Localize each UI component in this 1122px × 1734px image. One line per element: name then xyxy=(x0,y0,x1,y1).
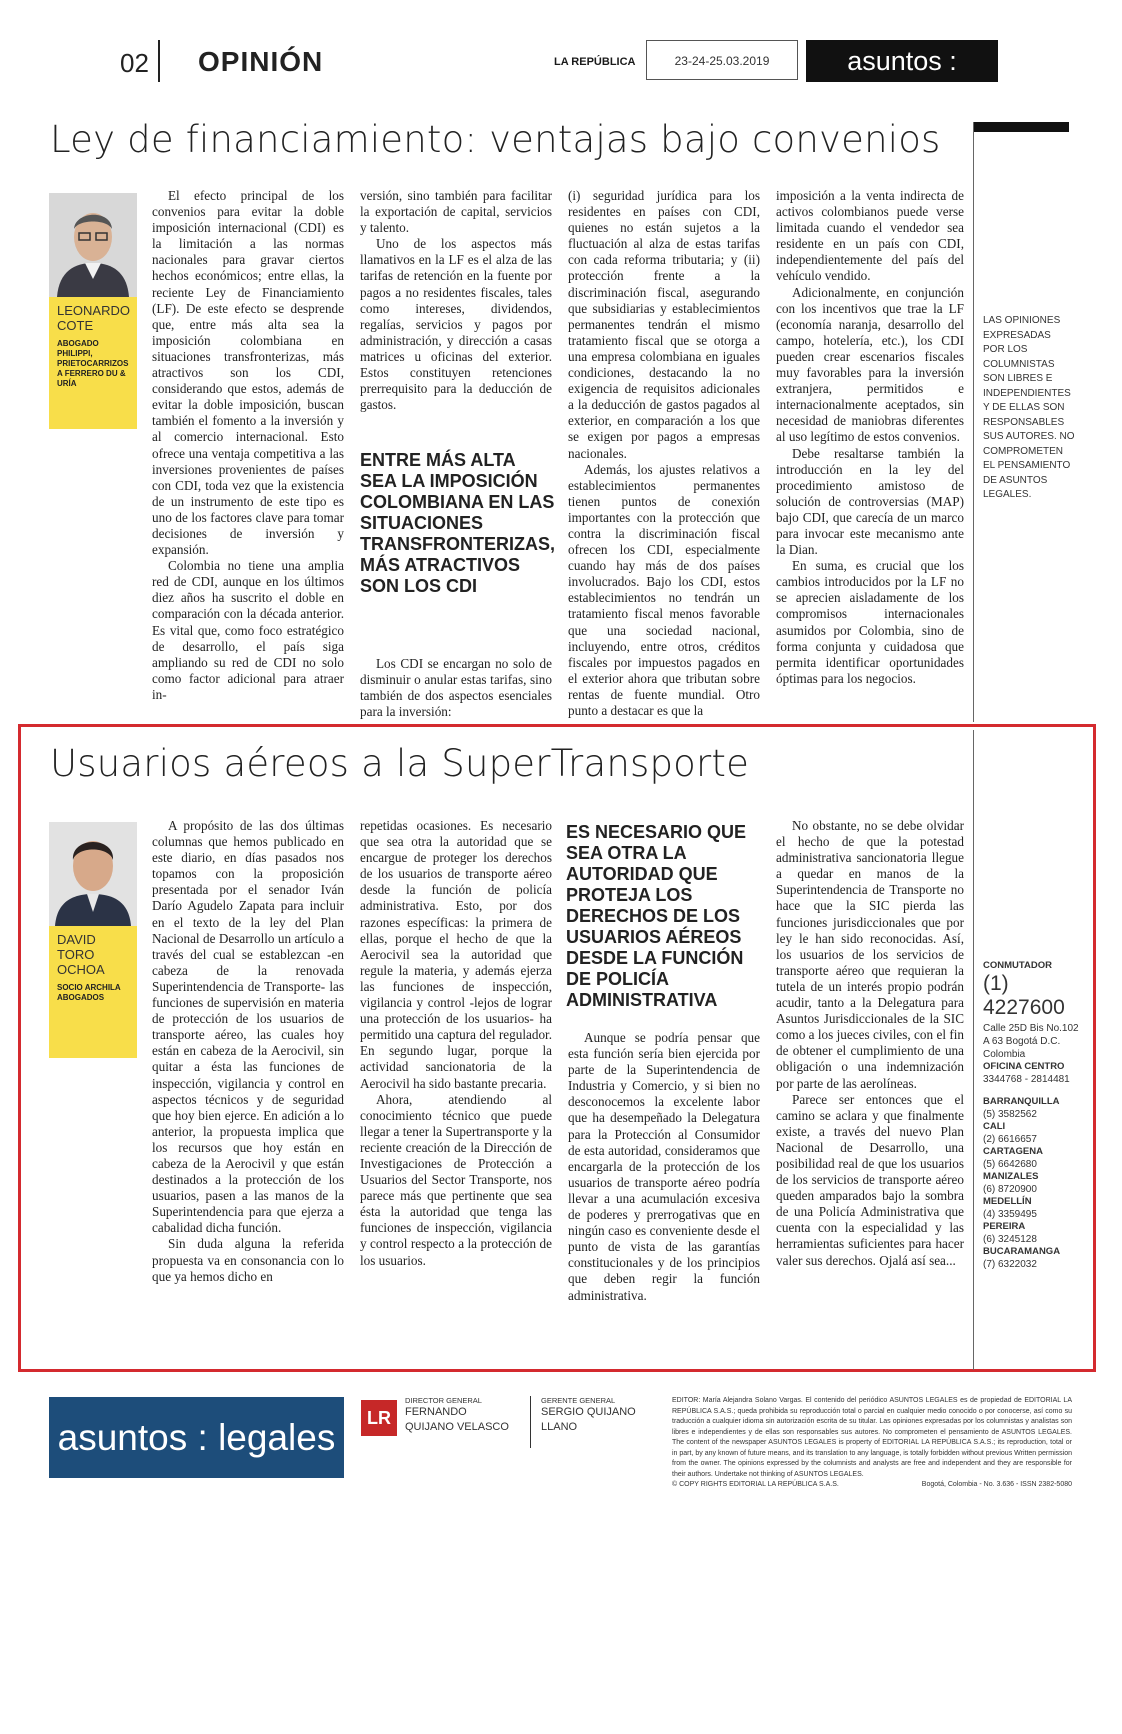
paragraph: Los CDI se encargan no solo de disminuir o anular estas tarifas, sino también de dos aspectos esenciales para la inversión: xyxy=(360,656,552,720)
city-phone: (5) 6642680 xyxy=(983,1159,1037,1170)
paragraph: Parece ser entonces que el camino se aclara y que finalmente existe, a través del nuevo Plan Nacional de Desarrollo, una posibilidad real de que los usuarios de los servicios de transporte aéreo queden amparados bajo la sombra de una Policía Administrativa que cuenta con la especialidad y las herramientas suficientes para hacer valer sus derechos. Ojalá así sea... xyxy=(776,1091,964,1268)
article-1-column-1 xyxy=(152,188,344,703)
columnist-disclaimer: LAS OPINIONES EXPRESADAS POR LOS COLUMNISTAS SON LIBRES E INDEPENDIENTES Y DE ELLAS SON RESPONSABLES SUS AUTORES. NO COMPROMETEN EL PENSAMIENTO DE ASUNTOS LEGALES. xyxy=(983,315,1075,500)
footer-divider xyxy=(530,1396,531,1448)
article-2-title: Usuarios aéreos a la SuperTransporte xyxy=(50,742,750,785)
paragraph: versión, sino también para facilitar la exportación de capital, servicios y talento. xyxy=(360,188,552,236)
brand-logo-footer: asuntos : legales xyxy=(49,1397,344,1478)
office-label: OFICINA CENTRO xyxy=(983,1061,1065,1072)
director-name: FERNANDO QUIJANO VELASCO xyxy=(405,1406,509,1433)
publication-name: LA REPÚBLICA xyxy=(554,56,636,68)
paragraph: Ahora, atendiendo al conocimiento técnico que puede llegar a tener la Supertransporte y la reciente creación de la Dirección de Investigaciones de Protección a Usuarios del Sector Transporte, nos parece más que pertinente que sea ésta la autoridad que tenga las funciones de inspección, vigilancia y control respecto a la protección de los usuarios. xyxy=(360,1091,552,1268)
city-phone: (6) 3245128 xyxy=(983,1234,1037,1245)
address: Calle 25D Bis No.102 A 63 Bogotá D.C. Colombia xyxy=(983,1023,1079,1060)
city-name: PEREIRA xyxy=(983,1221,1026,1232)
sidebar-divider xyxy=(973,122,974,722)
paragraph: Adicionalmente, en conjunción con los incentivos que trae la LF (economía naranja, desarrollo del campo, hotelería, etc.), los CDI pueden crear escenarios fiscales muy favorables para la inversión extranjera, permitidos e internacionalmente aceptados, sin necesidad de maniobras diferentes al uso legítimo de estos convenios. xyxy=(776,284,964,445)
paragraph: Aunque se podría pensar que esta función sería bien ejercida por parte de la Superintendencia de Industria y Comercio, y si bien no desconocemos la excelente labor que ha desempeñado la Delegatura para la Protección al Consumidor de esta autoridad, consideramos que encargarla de la protección de los usuarios de transporte aéreo podría llevar a una acumulación excesiva de poderes y prerrogativas que en ningún caso es conveniente desde el punto de vista de las garantías constitucionales y de los principios que deben regir la función administrativa. xyxy=(568,1030,760,1303)
paragraph: Sin duda alguna la referida propuesta va en consonancia con lo que ya hemos dicho en xyxy=(152,1236,344,1284)
section-title: OPINIÓN xyxy=(198,46,324,77)
article-2-column-4 xyxy=(776,818,964,1269)
paragraph: imposición a la venta indirecta de activos colombianos puede verse limitada cuando el vendedor sea residente en un país con CDI, independientemente del país del vehículo vendido. xyxy=(776,188,964,284)
author-1-name: LEONARDO COTE xyxy=(57,303,130,333)
copyright: © COPY RIGHTS EDITORIAL LA REPÚBLICA S.A.S. xyxy=(672,1481,839,1488)
legal-bottom-line xyxy=(672,1480,1072,1491)
city-name: MEDELLÍN xyxy=(983,1196,1032,1207)
manager-label: GERENTE GENERAL xyxy=(541,1396,616,1405)
city-name: MANIZALES xyxy=(983,1171,1039,1182)
switchboard-phone: (1) 4227600 xyxy=(983,972,1065,1019)
sidebar-top-rule xyxy=(973,122,1069,132)
city-phone: (5) 3582562 xyxy=(983,1109,1037,1120)
article-1-pull-quote: ENTRE MÁS ALTA SEA LA IMPOSICIÓN COLOMBIANA EN LAS SITUACIONES TRANSFRONTERIZAS, MÁS ATRACTIVOS SON LOS CDI xyxy=(360,450,555,596)
page-number: 02 xyxy=(120,48,149,78)
paragraph: Colombia no tiene una amplia red de CDI, aunque en los últimos diez años ha suscrito el doble en comparación con la década anterior. Es vital que, como foco estratégico de desarrollo, el país siga ampliando su red de CDI no solo como factor adicional para atraer in- xyxy=(152,558,344,702)
city-phone: (6) 8720900 xyxy=(983,1184,1037,1195)
manager-credit xyxy=(541,1396,641,1435)
city-phone: (7) 6322032 xyxy=(983,1259,1037,1270)
article-2-column-3 xyxy=(568,1030,760,1304)
paragraph: Debe resaltarse también la introducción en la ley del procedimiento amistoso de solución de controversias (MAP) bajo CDI, que carecía de un marco para invocar este mecanismo ante la Dian. xyxy=(776,445,964,558)
paragraph: En suma, es crucial que los cambios introducidos por la LF no se aprecien aisladamente de los compromisos internacionales asumidos por Colombia, sino de forma conjunta y cuidadosa que permita identificar oportunidades óptimas para los negocios. xyxy=(776,558,964,686)
paragraph: Uno de los aspectos más llamativos en la LF es el alza de las tarifas de retención en la fuente por pagos a no residentes fiscales, tales como intereses, dividendos, regalías, servicios y pagos por administración, y dirección a casas matrices u oficinas del exterior. Estos constituyen retenciones prerrequisito para la deducción de gastos. xyxy=(360,236,552,413)
city-name: BARRANQUILLA xyxy=(983,1096,1060,1107)
director-credit xyxy=(405,1396,515,1435)
paragraph: No obstante, no se debe olvidar el hecho de que la potestad administrativa sancionatoria llegue a quedar en manos de la Superintendencia de Transporte no hace que la SIC pierda las funciones jurisdiccionales que por ley le han sido reconocidas. Así, los usuarios de los servicios de transporte aéreo que requieran la tutela de un interés propio podrán acudir, tanto a la Delegatura para Asuntos Jurisdiccionales de la SIC como a los jueces civiles, con el fin de obtener el cumplimiento de una obligación o una indemnización por parte de las aerolíneas. xyxy=(776,818,964,1091)
article-1-column-2b xyxy=(360,656,552,720)
brand-logo-top: asuntos : legales xyxy=(806,40,998,82)
paragraph: repetidas ocasiones. Es necesario que sea otra la autoridad que se encargue de proteger los derechos de los usuarios de transporte aéreo desde la función de policía administrativa. Esto, por dos razones específicas: la primera de ellas, porque el hecho de que la Aerocivil sea la autoridad que regule la materia, y además ejerza las funciones de inspección, vigilancia y control -lejos de lograr una protección de los usuarios- ha permitido una captura del regulador. En segundo lugar, porque la actividad sancionatoria de la Aerocivil ha sido bastante precaria. xyxy=(360,818,552,1091)
article-1-column-4 xyxy=(776,188,964,687)
article-1-column-2 xyxy=(360,188,552,413)
la-republica-logo: LR xyxy=(361,1400,397,1436)
city-name: CALI xyxy=(983,1121,1006,1132)
legal-notice xyxy=(672,1396,1072,1491)
legal-text: EDITOR: María Alejandra Solano Vargas. El contenido del periódico ASUNTOS LEGALES es de propiedad de EDITORIAL LA REPÚBLICA S.A.S.; queda prohibida su reproducción total o parcial en cualquier medio conocido o por conocerse, así como su traducción a cualquier idioma sin autorización escrita de su titular. Las opiniones expresadas por los columnistas y analistas son libres e independientes y de ellas son responsables sus autores. No comprometen el pensamiento de ASUNTOS LEGALES. The content of the newspaper ASUNTOS LEGALES is property of EDITORIAL LA REPÚBLICA S.A.S.; its reproduction, total or in part, by any known of future means, and its translation to any language, is totally forbidden without previous Written permission from the owner. The opinions expressed by the columnists and analysts are free and independent and they are responsible for their authors. Undertake not thinking of ASUNTOS LEGALES. xyxy=(672,1397,1072,1478)
article-2-pull-quote: ES NECESARIO QUE SEA OTRA LA AUTORIDAD QUE PROTEJA LOS DERECHOS DE LOS USUARIOS AÉREOS DESDE LA FUNCIÓN DE POLICÍA ADMINISTRATIVA xyxy=(566,822,747,1010)
paragraph: El efecto principal de los convenios para evitar la doble imposición internacional (CDI) es la limitación a las normas nacionales para gravar ciertos hechos económicos; entre ellas, la reciente Ley de Financiamiento (LF). De este efecto se desprende que, entre más alta sea la imposición colombiana en situaciones transfronterizas, más atractivos son los CDI, considerando que estos, además de evitar la doble imposición, buscan también el fomento a la inversión y al comercio internacional. Esto ofrece una ventaja competitiva a las inversiones provenientes de países con CDI, toda vez que la existencia de un instrumento de este tipo es uno de los factores clave para tomar decisiones de inversión y expansión. xyxy=(152,188,344,558)
author-1-photo xyxy=(49,193,137,297)
city-phone: (2) 6616657 xyxy=(983,1134,1037,1145)
article-2-column-2 xyxy=(360,818,552,1269)
paragraph: (i) seguridad jurídica para los residentes en países con CDI, quienes no están sujetos a la fluctuación al alza de estas tarifas con cada reforma tributaria; y (ii) protección frente a la discriminación fiscal, asegurando que subsidiarias y establecimientos permanentes tendrán el mismo tratamiento fiscal que se otorga a una empresa colombiana en iguales condiciones, destacando la no exigencia de requisitos adicionales a la deducción de gastos pagados al exterior, en comparación a los que se exigen por pagos a empresas nacionales. xyxy=(568,188,760,461)
paragraph: Además, los ajustes relativos a establecimientos permanentes tienen puntos de conexión importantes con la protección que contra la discriminación fiscal ofrecen los CDI, especialmente cuando hay más de dos países involucrados. Bajo los CDI, estos establecimientos no tendrán un tratamiento fiscal menos favorable que una sociedad nacional, incluyendo, entre otros, créditos fiscales por impuestos pagados en el exterior ahora que tributan sobre rentas de fuente mundial. Otro punto a destacar es que la xyxy=(568,461,760,718)
author-2-box xyxy=(49,926,137,1058)
author-2-photo xyxy=(49,822,137,926)
city-name: CARTAGENA xyxy=(983,1146,1043,1157)
city-name: BUCARAMANGA xyxy=(983,1246,1061,1257)
city-phone: (4) 3359495 xyxy=(983,1209,1037,1220)
sidebar-divider-lower xyxy=(973,730,974,1370)
article-1-column-3 xyxy=(568,188,760,719)
director-label: DIRECTOR GENERAL xyxy=(405,1396,482,1405)
paragraph: A propósito de las dos últimas columnas que hemos publicado en este diario, en días pasados nos topamos con la proposición presentada por el senador Iván Darío Agudelo Zapata para incluir en el texto de la ley del Plan Nacional de Desarrollo un artículo a través del cual se establezcan -en cabeza de la renovada Superintendencia de Transporte- las funciones de supervisión en materia de protección de los usuarios de transporte aéreo, las cuales hoy están en cabeza de la Aerocivil, sin quitar a ésta las funciones de inspección, vigilancia y control en aspectos técnicos y de seguridad que hoy bien ejerce. En adición a lo anterior, la propuesta implica que los recursos que hoy están en cabeza de la Aerocivil y que están destinados a la protección de los usuarios, pasen a las manos de la Superintendencia para que ejerza a cabalidad dicha función. xyxy=(152,818,344,1236)
article-2-column-1 xyxy=(152,818,344,1285)
manager-name: SERGIO QUIJANO LLANO xyxy=(541,1406,636,1433)
author-1-box xyxy=(49,297,137,429)
article-1-title: Ley de financiamiento: ventajas bajo convenios xyxy=(50,118,941,161)
header-divider xyxy=(158,40,160,82)
author-1-role: ABOGADO PHILIPPI, PRIETOCARRIZOS A FERRERO DU & URÍA xyxy=(57,339,129,388)
switchboard-label: CONMUTADOR xyxy=(983,960,1052,971)
issue-date: 23-24-25.03.2019 xyxy=(646,40,798,80)
office-phones: 3344768 - 2814481 xyxy=(983,1074,1070,1085)
issue-number: Bogotá, Colombia - No. 3.636 - ISSN 2382-5080 xyxy=(921,1481,1072,1488)
author-2-role: SOCIO ARCHILA ABOGADOS xyxy=(57,983,121,1002)
author-2-name: DAVID TORO OCHOA xyxy=(57,932,105,977)
